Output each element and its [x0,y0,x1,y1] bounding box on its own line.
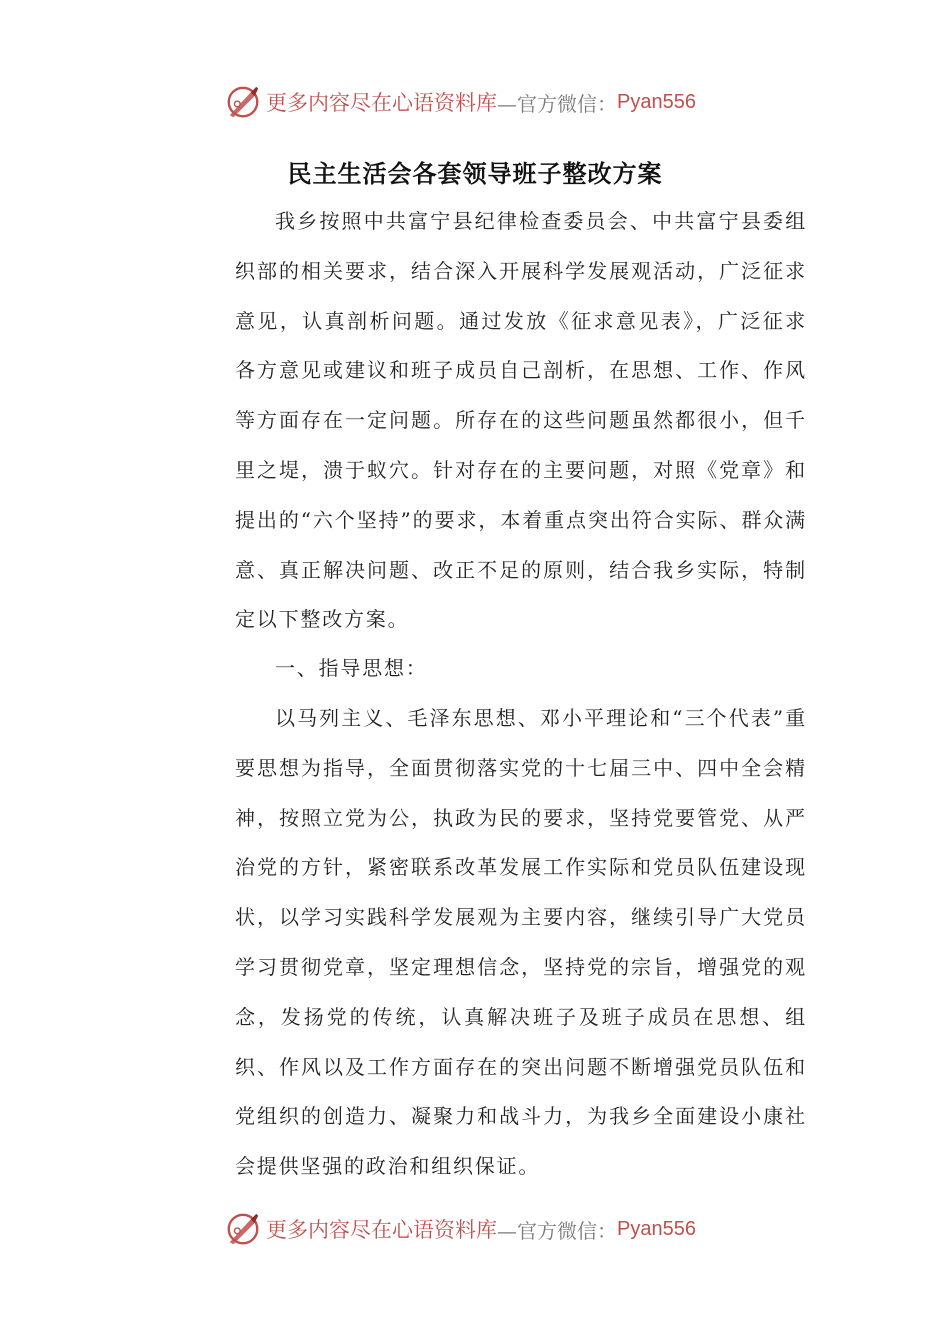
pen-logo-icon [224,83,262,121]
banner-wechat-label: —官方微信： [497,1218,617,1243]
banner-slogan: 更多内容尽在心语资料库 [266,1218,497,1242]
banner-wechat-label: —官方微信： [497,91,617,116]
footer-banner [224,1209,696,1249]
intro-paragraph: 我乡按照中共富宁县纪律检查委员会、中共富宁县委组织部的相关要求，结合深入开展科学发展观活动，广泛征求意见，认真剖析问题。通过发放《征求意见表》，广泛征求各方意见或建议和班子成员自己剖析，在思想、工作、作风等方面存在一定问题。所存在的这些问题虽然都很小，但千里之堤，溃于蚁穴。针对存在的主要问题，对照《党章》和提出的“六个坚持”的要求，本着重点突出符合实际、群众满意、真正解决问题、改正不足的原则，结合我乡实际，特制定以下整改方案。 [235,209,807,632]
banner-wechat-id: Pyan556 [617,90,696,113]
intro-section [235,197,807,645]
section-heading-block [235,644,807,694]
guiding-thought-paragraph: 以马列主义、毛泽东思想、邓小平理论和“三个代表”重要思想为指导，全面贯彻落实党的十七届三中、四中全会精神，按照立党为公，执政为民的要求，坚持党要管党、从严治党的方针，紧密联系改革发展工作实际和党员队伍建设现状，以学习实践科学发展观为主要内容，继续引导广大党员学习贯彻党章，坚定理想信念，坚持党的宗旨，增强党的观念，发扬党的传统，认真解决班子及班子成员在思想、组织、作风以及工作方面存在的突出问题不断增强党员队伍和党组织的创造力、凝聚力和战斗力，为我乡全面建设小康社会提供坚强的政治和组织保证。 [235,706,807,1179]
pen-logo-icon [224,1210,262,1248]
banner-slogan: 更多内容尽在心语资料库 [266,91,497,115]
header-banner [224,82,696,122]
section-1-heading: 一、指导思想： [275,656,428,680]
document-title: 民主生活会各套领导班子整改方案 [287,159,663,188]
banner-wechat-id: Pyan556 [617,1217,696,1240]
guiding-thought-section [235,694,807,1192]
